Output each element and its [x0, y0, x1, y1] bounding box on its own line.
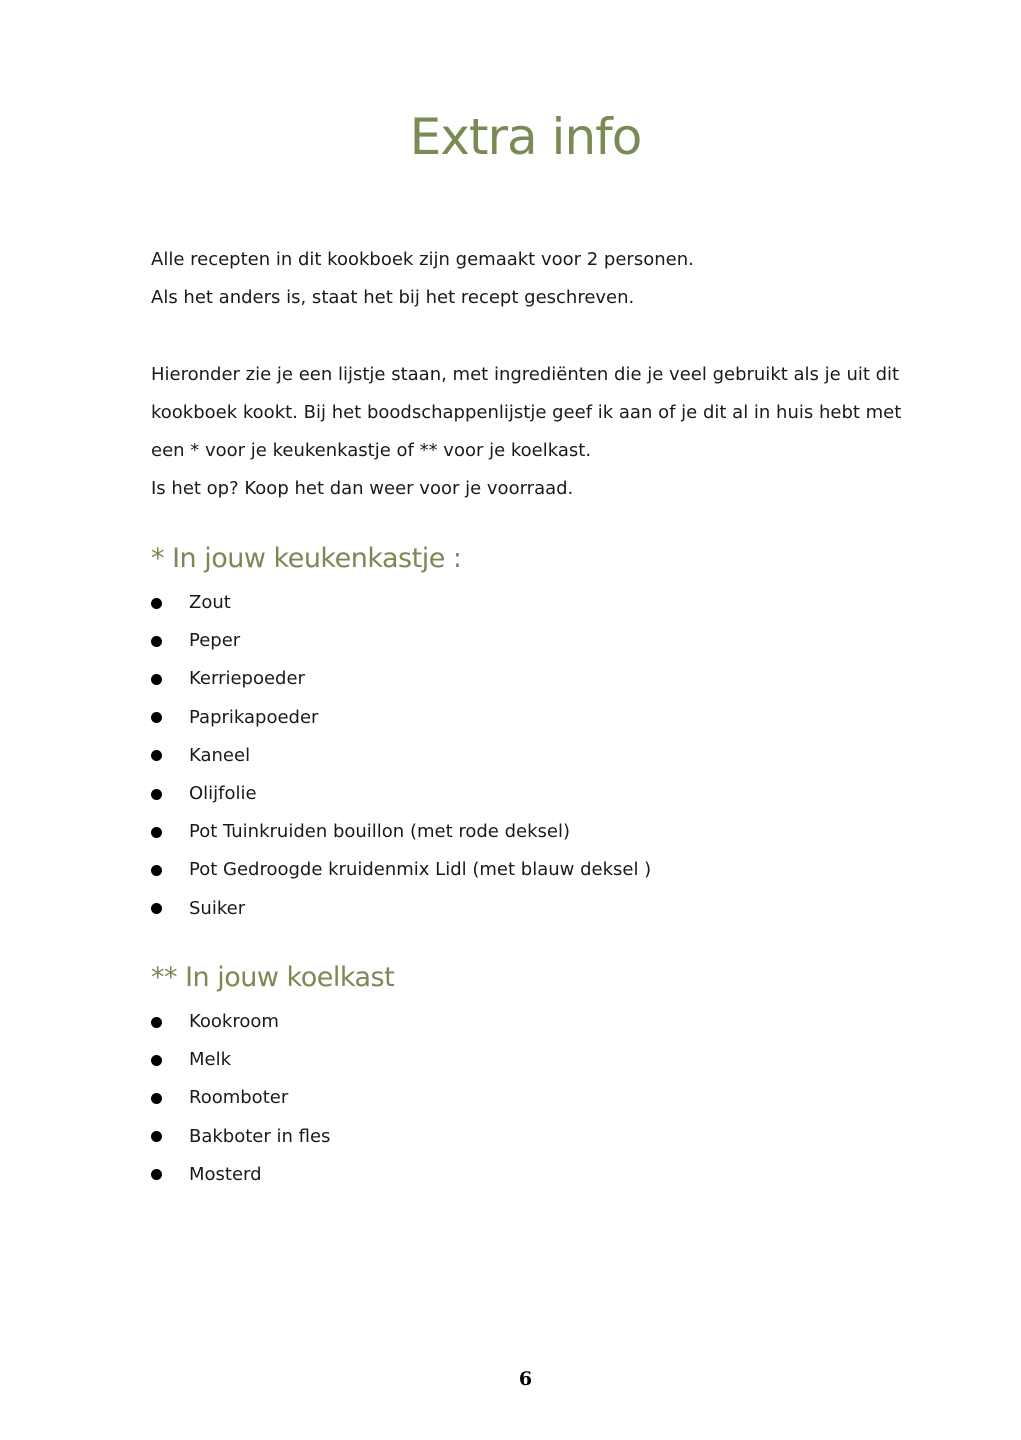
koelkast-list	[151, 1003, 330, 1194]
list-item-label: Olijfolie	[189, 783, 257, 805]
list-item	[151, 660, 651, 698]
list-item-label: Pot Gedroogde kruidenmix Lidl (met blauw deksel )	[189, 859, 652, 881]
list-item-label: Kerriepoeder	[189, 668, 305, 690]
bullet-icon	[151, 827, 162, 838]
list-item-label: Mosterd	[189, 1163, 262, 1185]
explanation-line: Is het op? Koop het dan weer voor je voorraad.	[151, 478, 574, 499]
list-item-label: Peper	[189, 630, 241, 652]
list-item	[151, 1041, 330, 1079]
list-item-label: Paprikapoeder	[189, 706, 319, 728]
intro-paragraph	[151, 241, 911, 317]
list-item	[151, 851, 651, 889]
list-item	[151, 1118, 330, 1156]
bullet-icon	[151, 636, 162, 647]
list-item	[151, 584, 651, 622]
list-item	[151, 813, 651, 851]
list-item	[151, 699, 651, 737]
bullet-icon	[151, 674, 162, 685]
explanation-line: een * voor je keukenkastje of ** voor je koelkast.	[151, 440, 592, 461]
list-item	[151, 890, 651, 928]
list-item	[151, 622, 651, 660]
explanation-line: Hieronder zie je een lijstje staan, met ingrediënten die je veel gebruikt als je uit dit	[151, 364, 900, 385]
bullet-icon	[151, 1131, 162, 1142]
keukenkastje-list	[151, 584, 651, 928]
list-item	[151, 1003, 330, 1041]
list-item-label: Roomboter	[189, 1087, 289, 1109]
list-item-label: Kookroom	[189, 1011, 279, 1033]
bullet-icon	[151, 865, 162, 876]
bullet-icon	[151, 1017, 162, 1028]
explanation-line: kookboek kookt. Bij het boodschappenlijstje geef ik aan of je dit al in huis hebt met	[151, 402, 902, 423]
list-item	[151, 737, 651, 775]
bullet-icon	[151, 1055, 162, 1066]
explanation-paragraph	[151, 356, 911, 508]
bullet-icon	[151, 1093, 162, 1104]
list-item-label: Pot Tuinkruiden bouillon (met rode deksel)	[189, 821, 570, 843]
intro-line: Alle recepten in dit kookboek zijn gemaakt voor 2 personen.	[151, 249, 694, 270]
list-item-label: Kaneel	[189, 744, 251, 766]
list-item	[151, 1079, 330, 1117]
bullet-icon	[151, 1169, 162, 1180]
list-item-label: Suiker	[189, 897, 246, 919]
list-item-label: Melk	[189, 1049, 232, 1071]
page-title: Extra info	[409, 108, 642, 166]
intro-line: Als het anders is, staat het bij het recept geschreven.	[151, 287, 635, 308]
bullet-icon	[151, 750, 162, 761]
bullet-icon	[151, 903, 162, 914]
bullet-icon	[151, 598, 162, 609]
bullet-icon	[151, 789, 162, 800]
list-item-label: Zout	[189, 592, 231, 614]
list-item-label: Bakboter in fles	[189, 1125, 331, 1147]
list-item	[151, 775, 651, 813]
section-heading-koelkast: ** In jouw koelkast	[151, 962, 395, 993]
page-number: 6	[518, 1368, 533, 1390]
section-heading-keukenkastje: * In jouw keukenkastje :	[151, 543, 462, 574]
list-item	[151, 1156, 330, 1194]
bullet-icon	[151, 712, 162, 723]
